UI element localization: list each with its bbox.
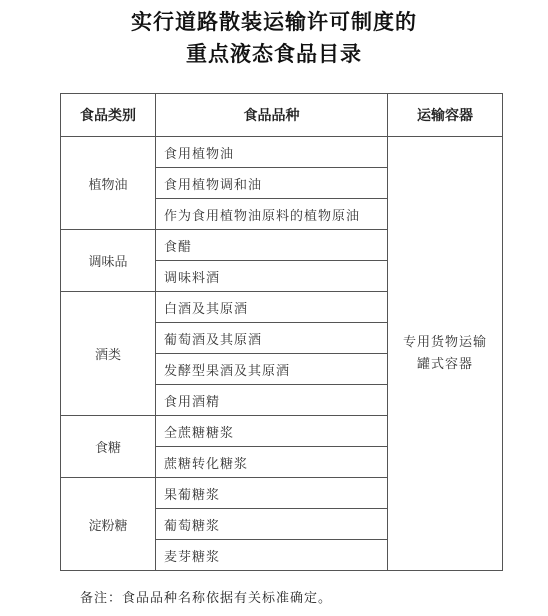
variety-cell: 食醋 (156, 230, 388, 261)
header-food-category: 食品类别 (61, 94, 156, 137)
table-row (61, 137, 503, 168)
variety-cell: 食用植物油 (156, 137, 388, 168)
variety-cell: 食用植物调和油 (156, 168, 388, 199)
document-title-line-2: 重点液态食品目录 (186, 42, 362, 66)
variety-cell: 食用酒精 (156, 385, 388, 416)
variety-cell: 全蔗糖糖浆 (156, 416, 388, 447)
category-cell: 淀粉糖 (61, 478, 156, 571)
food-catalog-table (60, 93, 503, 571)
variety-cell: 麦芽糖浆 (156, 540, 388, 571)
container-line-2: 罐式容器 (416, 356, 473, 372)
variety-cell: 白酒及其原酒 (156, 292, 388, 323)
category-cell: 酒类 (61, 292, 156, 416)
category-cell: 植物油 (61, 137, 156, 230)
variety-cell: 作为食用植物油原料的植物原油 (156, 199, 388, 230)
header-food-variety: 食品品种 (156, 94, 388, 137)
table-header-row (61, 94, 503, 137)
document-title-line-1: 实行道路散装运输许可制度的 (131, 10, 417, 34)
category-cell: 调味品 (61, 230, 156, 292)
variety-cell: 葡萄糖浆 (156, 509, 388, 540)
variety-cell: 果葡糖浆 (156, 478, 388, 509)
footnote: 备注：食品品种名称依据有关标准确定。 (80, 591, 333, 606)
variety-cell: 葡萄酒及其原酒 (156, 323, 388, 354)
transport-container-cell (388, 137, 503, 571)
variety-cell: 发酵型果酒及其原酒 (156, 354, 388, 385)
category-cell: 食糖 (61, 416, 156, 478)
variety-cell: 蔗糖转化糖浆 (156, 447, 388, 478)
variety-cell: 调味料酒 (156, 261, 388, 292)
container-line-1: 专用货物运输 (402, 334, 487, 350)
header-transport-container: 运输容器 (388, 94, 503, 137)
